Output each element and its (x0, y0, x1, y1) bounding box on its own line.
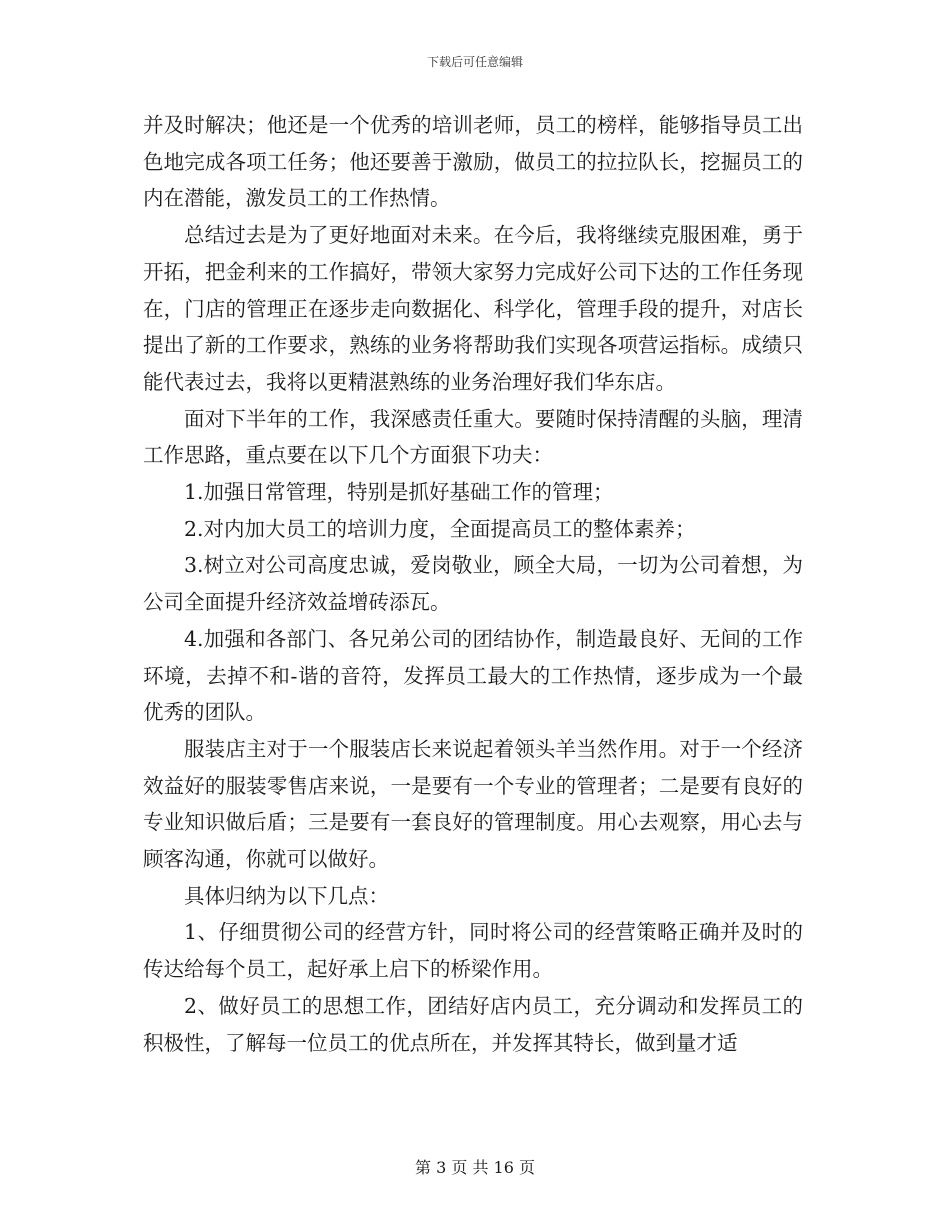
point-2: 2、做好员工的思想工作，团结好店内员工，充分调动和发挥员工的积极性，了解每一位员工的优点所在，并发挥其特长，做到量才适 (143, 993, 803, 1055)
point-1: 1、仔细贯彻公司的经营方针，同时将公司的经营策略正确并及时的传达给每个员工，起好承上启下的桥梁作用。 (143, 920, 803, 982)
paragraph-5: 具体归纳为以下几点： (184, 883, 389, 908)
paragraph-4: 服装店主对于一个服装店长来说起着领头羊当然作用。对于一个经济效益好的服装零售店来说，一是要有一个专业的管理者；二是要有良好的专业知识做后盾；三是要有一套良好的管理制度。用心去观察，用心去与顾客沟通，你就可以做好。 (143, 736, 803, 872)
paragraph-3: 面对下半年的工作，我深感责任重大。要随时保持清醒的头脑，理清工作思路，重点要在以下几个方面狠下功夫： (143, 406, 803, 468)
paragraph-1: 并及时解决；他还是一个优秀的培训老师，员工的榜样，能够指导员工出色地完成各项工任务；他还要善于激励，做员工的拉拉队长，挖掘员工的内在潜能，激发员工的工作热情。 (143, 113, 803, 211)
list-item-1: 1.加强日常管理，特别是抓好基础工作的管理； (184, 480, 614, 505)
body-text (143, 107, 803, 1061)
header-note: 下载后可任意编辑 (426, 55, 523, 69)
paragraph-2: 总结过去是为了更好地面对未来。在今后，我将继续克服困难，勇于开拓，把金利来的工作搞好，带领大家努力完成好公司下达的工作任务现在，门店的管理正在逐步走向数据化、科学化，管理手段的提升，对店长提出了新的工作要求，熟练的业务将帮助我们实现各项营运指标。成绩只能代表过去，我将以更精湛熟练的业务治理好我们华东店。 (143, 223, 803, 394)
page-number: 第 3 页 共 16 页 (415, 1158, 535, 1177)
list-item-3: 3.树立对公司高度忠诚，爱岗敬业，顾全大局，一切为公司着想，为公司全面提升经济效益增砖添瓦。 (143, 553, 803, 615)
list-item-2: 2.对内加大员工的培训力度，全面提高员工的整体素养； (184, 516, 696, 541)
list-item-4: 4.加强和各部门、各兄弟公司的团结协作，制造最良好、无间的工作环境，去掉不和-谐的音符，发挥员工最大的工作热情，逐步成为一个最优秀的团队。 (143, 626, 803, 725)
